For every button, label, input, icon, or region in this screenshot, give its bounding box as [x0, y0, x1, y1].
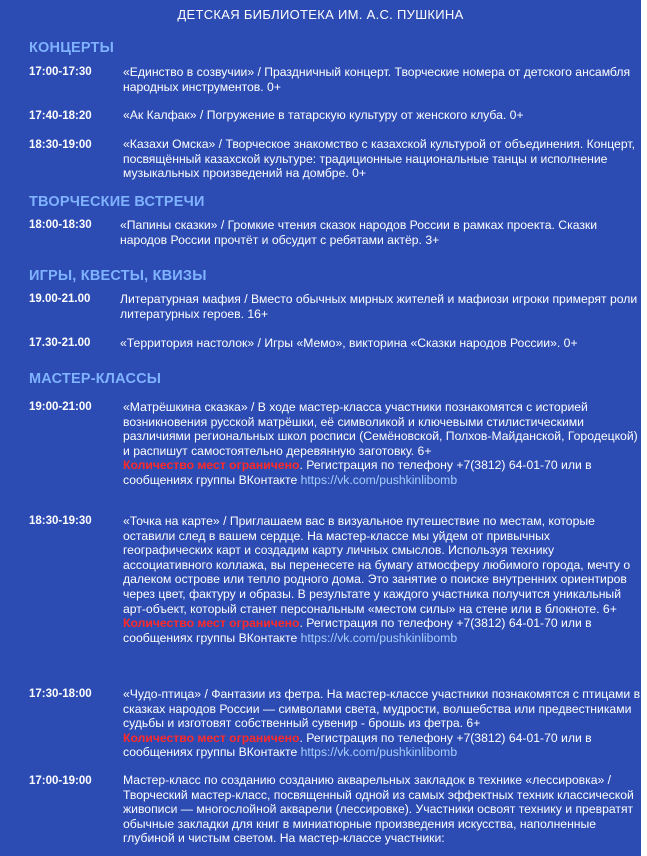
event-time: 19.00-21.00	[29, 293, 91, 305]
event-time: 17:00-19:00	[29, 775, 92, 787]
event-description: «Ак Калфак» / Погружение в татарскую культуру от женского клуба. 0+	[123, 108, 524, 122]
event-description: Мастер-класс по созданию созданию акварельных закладок в технике «лессировка» / Творческий мастер-класс, посвященный одной из самых эффектных техник классической живописи — многослойной акварели (лессировке). Участники освоят технику и превратят обычные закладки для книг в миниатюрные произведения искусства, наполненные глубиной и чистым светом. На мастер-классе участники:	[123, 773, 634, 846]
event-block	[123, 400, 643, 488]
event-description: «Территория настолок» / Игры «Мемо», викторина «Сказки народов России». 0+	[120, 336, 578, 350]
registration-text: . Регистрация по телефону +7(3812) 64-01-70 или в сообщениях группы ВКонтакте	[123, 730, 592, 760]
registration-text: . Регистрация по телефону +7(3812) 64-01-70 или в сообщениях группы ВКонтакте	[123, 458, 592, 487]
limited-seats-label: Количество мест ограничено	[123, 458, 300, 473]
section-heading-masterclasses: МАСТЕР-КЛАССЫ	[29, 371, 162, 387]
event-time: 18:30-19:30	[29, 515, 92, 527]
event-block	[123, 687, 643, 760]
event-description: «Единство в созвучии» / Праздничный концерт. Творческие номера от детского ансамбля народных инструментов. 0+	[123, 65, 631, 94]
limited-seats-label: Количество мест ограничено	[123, 616, 300, 631]
event-time: 19:00-21:00	[29, 401, 92, 413]
section-heading-games: ИГРЫ, КВЕСТЫ, КВИЗЫ	[29, 268, 207, 284]
event-time: 18:30-19:00	[29, 139, 92, 151]
event-time: 17:30-18:00	[29, 688, 92, 700]
event-description: «Матрёшкина сказка» / В ходе мастер-класса участники познакомятся с историей возникновения русской матрёшки, её символикой и ключевыми стилистическими различиями региональных школ росписи (Семёновской, Полхов-Майданской, Городецкой) и распишут самостоятельно деревянную заготовку. 6+	[123, 400, 638, 458]
event-time: 18:00-18:30	[29, 219, 92, 231]
vk-group-link[interactable]: https://vk.com/pushkinlibomb	[300, 745, 458, 760]
page-title: ДЕТСКАЯ БИБЛИОТЕКА ИМ. А.С. ПУШКИНА	[177, 7, 464, 22]
event-block	[123, 514, 643, 645]
event-description: «Папины сказки» / Громкие чтения сказок народов России в рамках проекта. Сказки народов России прочтёт и обсудит с ребятами актёр. 3+	[120, 218, 598, 247]
event-time: 17:00-17:30	[29, 66, 92, 78]
limited-seats-label: Количество мест ограничено	[123, 730, 300, 745]
event-description: «Чудо-птица» / Фантазии из фетра. На мастер-классе участники познакомятся с птицами в сказках народов России — символами света, мудрости, волшебства или предвестниками судьбы и изготовят собственный сувенир - брошь из фетра. 6+	[123, 687, 641, 731]
vk-group-link[interactable]: https://vk.com/pushkinlibomb	[300, 630, 458, 645]
section-heading-concerts: КОНЦЕРТЫ	[29, 40, 114, 56]
event-description: «Точка на карте» / Приглашаем вас в визуальное путешествие по местам, которые оставили след в вашем сердце. На мастер-классе мы уйдем от привычных географических карт и создадим карту личных смыслов. Используя технику ассоциативного коллажа, вы перенесете на бумагу атмосферу любимого города, мечту о далеком острове или тепло родного дома. Это занятие о поиске внутренних ориентиров через цвет, фактуру и образы. В результате у каждого участника получится уникальный арт-объект, который станет персональным «местом силы» на стене или в блокноте. 6+	[123, 514, 631, 616]
event-description: Литературная мафия / Вместо обычных мирных жителей и мафиози игроки примерят роли литературных героев. 16+	[120, 292, 638, 321]
registration-text: . Регистрация по телефону +7(3812) 64-01-70 или в сообщениях группы ВКонтакте	[123, 616, 592, 645]
vk-group-link[interactable]: https://vk.com/pushkinlibomb	[300, 472, 458, 487]
event-description: «Казахи Омска» / Творческое знакомство с казахской культурой от объединения. Концерт, посвящённый казахской культуре: традиционные национальные танцы и исполнение музыкальных произведений на домбре. 0+	[123, 137, 635, 181]
event-time: 17:40-18:20	[29, 110, 92, 122]
event-time: 17.30-21.00	[29, 337, 91, 349]
section-heading-meetings: ТВОРЧЕСКИЕ ВСТРЕЧИ	[29, 194, 205, 210]
